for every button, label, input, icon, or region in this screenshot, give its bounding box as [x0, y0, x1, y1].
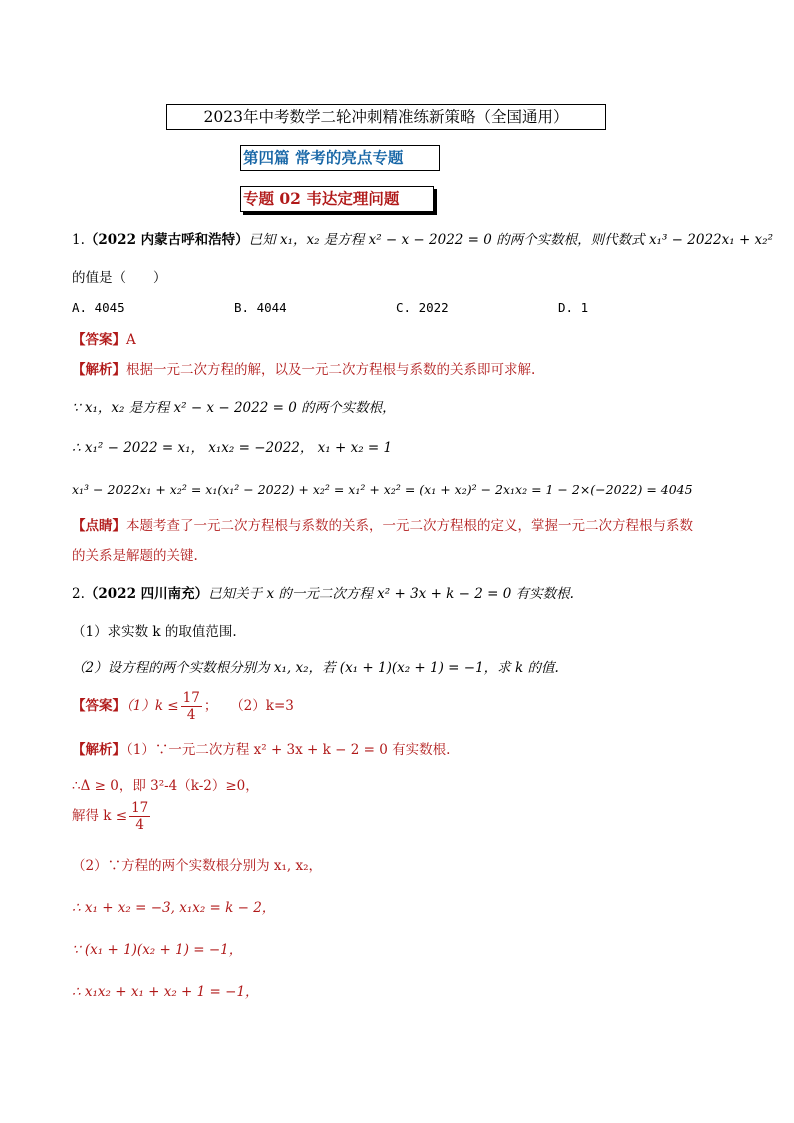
q2-part2: （2）设方程的两个实数根分别为 x₁, x₂，若 (x₁ + 1)(x₂ + 1) = −1，求 k 的值. [72, 660, 559, 676]
fraction-denominator: 4 [135, 817, 144, 833]
q2-answer1-suffix: ； [203, 698, 218, 714]
q2-analysis [72, 740, 450, 760]
q2-analysis-text: （1）∵一元二次方程 x² + 3x + k − 2 = 0 有实数根. [126, 742, 451, 758]
q1-stem: 已知 x₁，x₂ 是方程 x² − x − 2022 = 0 的两个实数根，则代数式 x₁³ − 2022x₁ + x₂² [248, 232, 773, 248]
part-heading: 第四篇 常考的亮点专题 [240, 145, 440, 171]
q2-part1: （1）求实数 k 的取值范围. [72, 624, 237, 640]
q2-step4: ∴ x₁ + x₂ = −3, x₁x₂ = k − 2， [72, 900, 276, 916]
q1-option-d: D. 1 [558, 300, 589, 315]
q2-number: 2. [72, 586, 85, 602]
q2-stem [72, 584, 574, 604]
q1-comment-tag: 【点睛】 [72, 518, 126, 534]
q1-source: （2022 内蒙古呼和浩特） [84, 232, 249, 248]
fraction-numerator: 17 [182, 690, 200, 706]
q2-answer1-prefix: （1）k ≤ [126, 698, 179, 714]
q1-option-a: A. 4045 [72, 300, 125, 315]
q2-source: （2022 四川南充） [84, 586, 209, 602]
q1-answer [72, 330, 136, 350]
q1-comment-line1 [72, 516, 693, 536]
q1-stem-line1 [72, 230, 773, 250]
q2-step2-fraction [129, 800, 150, 833]
q2-step2 [72, 800, 152, 833]
q2-step3: （2）∵方程的两个实数根分别为 x₁, x₂， [72, 858, 323, 874]
q2-stem-text: 已知关于 x 的一元二次方程 x² + 3x + k − 2 = 0 有实数根. [208, 586, 574, 602]
q1-comment-text: 本题考查了一元二次方程根与系数的关系，一元二次方程根的定义，掌握一元二次方程根与系数 [126, 518, 693, 534]
q2-step2-prefix: 解得 k ≤ [72, 808, 128, 824]
q1-analysis [72, 360, 535, 380]
topic-heading: 专题 02 韦达定理问题 [240, 186, 434, 212]
q1-step1: ∵ x₁，x₂ 是方程 x² − x − 2022 = 0 的两个实数根， [72, 400, 396, 416]
q2-step6: ∴ x₁x₂ + x₁ + x₂ + 1 = −1， [72, 984, 259, 1000]
q2-answer [72, 690, 294, 723]
q1-stem-line2: 的值是（ ） [72, 270, 167, 286]
q1-step3: x₁³ − 2022x₁ + x₂² = x₁(x₁² − 2022) + x₂² = x₁² + x₂² = (x₁ + x₂)² − 2x₁x₂ = 1 − 2×(−2022) = 4045 [72, 482, 693, 497]
q1-option-b: B. 4044 [234, 300, 287, 315]
q2-answer-tag: 【答案】 [72, 698, 126, 714]
document-title: 2023年中考数学二轮冲刺精准练新策略（全国通用） [166, 104, 606, 130]
q1-answer-tag: 【答案】 [72, 332, 126, 348]
q1-comment-line2: 的关系是解题的关键. [72, 548, 198, 564]
q2-analysis-tag: 【解析】 [72, 742, 126, 758]
q1-analysis-text: 根据一元二次方程的解，以及一元二次方程根与系数的关系即可求解. [126, 362, 536, 378]
q2-step1: ∴Δ ≥ 0，即 3²-4（k-2）≥0， [72, 778, 259, 794]
q1-answer-value: A [126, 332, 136, 348]
q1-option-c: C. 2022 [396, 300, 449, 315]
q1-number: 1. [72, 232, 85, 248]
q2-step5: ∵ (x₁ + 1)(x₂ + 1) = −1， [72, 942, 243, 958]
q2-answer2: （2）k=3 [230, 698, 294, 714]
q2-answer1-fraction [181, 690, 202, 723]
q1-step2: ∴ x₁² − 2022 = x₁， x₁x₂ = −2022， x₁ + x₂ = 1 [72, 440, 393, 456]
fraction-numerator: 17 [131, 800, 149, 816]
q1-analysis-tag: 【解析】 [72, 362, 126, 378]
fraction-denominator: 4 [186, 707, 196, 723]
